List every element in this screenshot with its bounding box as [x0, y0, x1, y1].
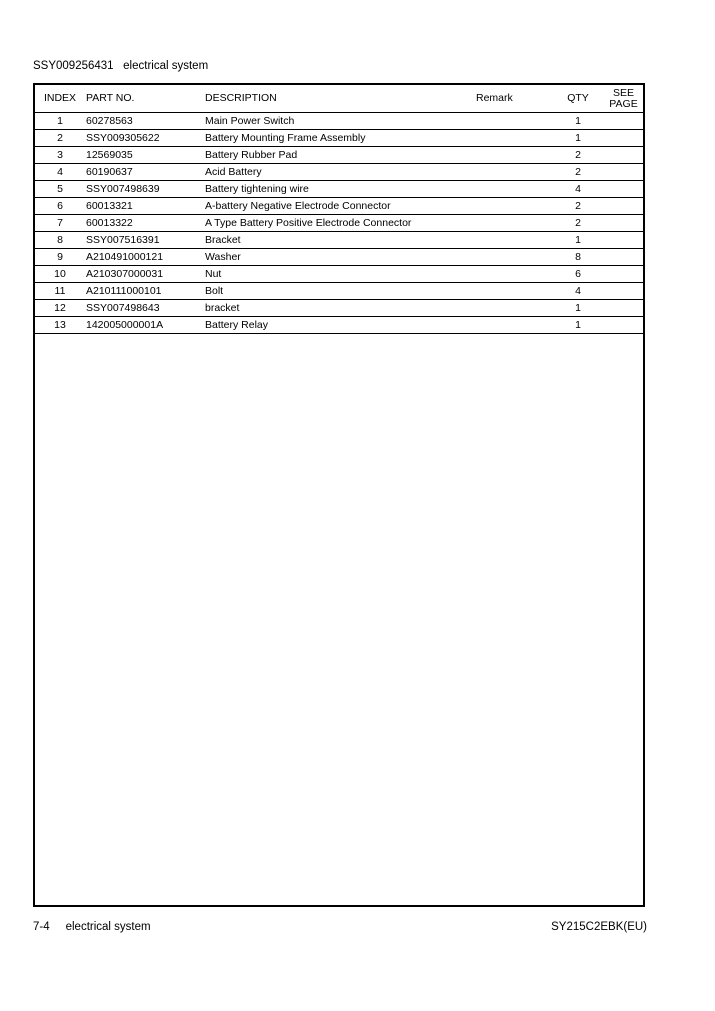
cell-index: 8 — [35, 232, 85, 249]
cell-index: 10 — [35, 266, 85, 283]
cell-qty: 1 — [552, 232, 604, 249]
cell-part-no: 60013322 — [85, 215, 205, 232]
cell-remark — [476, 283, 552, 300]
cell-qty: 8 — [552, 249, 604, 266]
cell-remark — [476, 317, 552, 334]
cell-see-page — [604, 266, 643, 283]
column-header-part-no: PART NO. — [85, 85, 205, 113]
cell-part-no: SSY007516391 — [85, 232, 205, 249]
cell-qty: 2 — [552, 198, 604, 215]
cell-see-page — [604, 147, 643, 164]
cell-part-no: 60190637 — [85, 164, 205, 181]
cell-index: 9 — [35, 249, 85, 266]
table-header-row — [35, 85, 643, 113]
cell-remark — [476, 130, 552, 147]
cell-description: Nut — [205, 266, 476, 283]
document-title: SSY009256431 electrical system — [33, 60, 209, 72]
table-row — [35, 181, 643, 198]
table-row — [35, 249, 643, 266]
cell-remark — [476, 164, 552, 181]
cell-part-no: SSY007498643 — [85, 300, 205, 317]
cell-see-page — [604, 113, 643, 130]
table-row — [35, 266, 643, 283]
cell-index: 5 — [35, 181, 85, 198]
cell-part-no: 142005000001A — [85, 317, 205, 334]
column-header-description: DESCRIPTION — [205, 85, 476, 113]
table-row — [35, 164, 643, 181]
cell-see-page — [604, 164, 643, 181]
cell-index: 3 — [35, 147, 85, 164]
cell-index: 2 — [35, 130, 85, 147]
column-header-qty: QTY — [552, 85, 604, 113]
cell-remark — [476, 181, 552, 198]
cell-description: A-battery Negative Electrode Connector — [205, 198, 476, 215]
cell-qty: 1 — [552, 130, 604, 147]
table-row — [35, 283, 643, 300]
cell-remark — [476, 249, 552, 266]
cell-part-no: A210307000031 — [85, 266, 205, 283]
table-row — [35, 317, 643, 334]
cell-qty: 1 — [552, 300, 604, 317]
cell-index: 7 — [35, 215, 85, 232]
cell-index: 12 — [35, 300, 85, 317]
cell-remark — [476, 147, 552, 164]
cell-qty: 4 — [552, 283, 604, 300]
cell-qty: 1 — [552, 113, 604, 130]
table-row — [35, 147, 643, 164]
cell-qty: 6 — [552, 266, 604, 283]
cell-see-page — [604, 181, 643, 198]
cell-description: Bracket — [205, 232, 476, 249]
cell-remark — [476, 113, 552, 130]
cell-index: 11 — [35, 283, 85, 300]
cell-index: 13 — [35, 317, 85, 334]
cell-part-no: 60278563 — [85, 113, 205, 130]
cell-description: Battery Mounting Frame Assembly — [205, 130, 476, 147]
cell-part-no: 12569035 — [85, 147, 205, 164]
cell-qty: 1 — [552, 317, 604, 334]
table-row — [35, 215, 643, 232]
see-page-line1: SEE — [612, 86, 634, 99]
cell-description: Battery tightening wire — [205, 181, 476, 198]
cell-see-page — [604, 215, 643, 232]
parts-table — [35, 85, 643, 334]
cell-remark — [476, 198, 552, 215]
cell-see-page — [604, 130, 643, 147]
column-header-remark: Remark — [476, 85, 552, 113]
column-header-see-page — [604, 85, 643, 113]
table-row — [35, 232, 643, 249]
cell-description: Battery Relay — [205, 317, 476, 334]
cell-see-page — [604, 300, 643, 317]
table-row — [35, 198, 643, 215]
cell-index: 6 — [35, 198, 85, 215]
see-page-line2: PAGE — [609, 97, 638, 110]
cell-remark — [476, 232, 552, 249]
footer-model: SY215C2EBK(EU) — [551, 921, 647, 933]
cell-description: bracket — [205, 300, 476, 317]
cell-description: Main Power Switch — [205, 113, 476, 130]
cell-qty: 2 — [552, 164, 604, 181]
cell-see-page — [604, 249, 643, 266]
cell-see-page — [604, 317, 643, 334]
cell-see-page — [604, 283, 643, 300]
cell-description: A Type Battery Positive Electrode Connector — [205, 215, 476, 232]
cell-part-no: A210111000101 — [85, 283, 205, 300]
cell-description: Battery Rubber Pad — [205, 147, 476, 164]
cell-qty: 4 — [552, 181, 604, 198]
table-row — [35, 113, 643, 130]
cell-part-no: 60013321 — [85, 198, 205, 215]
parts-list-frame — [33, 83, 645, 907]
cell-part-no: SSY007498639 — [85, 181, 205, 198]
table-row — [35, 130, 643, 147]
cell-description: Washer — [205, 249, 476, 266]
table-row — [35, 300, 643, 317]
cell-part-no: SSY009305622 — [85, 130, 205, 147]
cell-qty: 2 — [552, 147, 604, 164]
cell-description: Bolt — [205, 283, 476, 300]
cell-remark — [476, 215, 552, 232]
cell-description: Acid Battery — [205, 164, 476, 181]
cell-remark — [476, 300, 552, 317]
cell-index: 4 — [35, 164, 85, 181]
cell-qty: 2 — [552, 215, 604, 232]
cell-remark — [476, 266, 552, 283]
column-header-index: INDEX — [35, 85, 85, 113]
footer-page-section: 7-4 electrical system — [33, 921, 151, 933]
cell-see-page — [604, 198, 643, 215]
cell-part-no: A210491000121 — [85, 249, 205, 266]
cell-see-page — [604, 232, 643, 249]
parts-table-body — [35, 113, 643, 334]
cell-index: 1 — [35, 113, 85, 130]
